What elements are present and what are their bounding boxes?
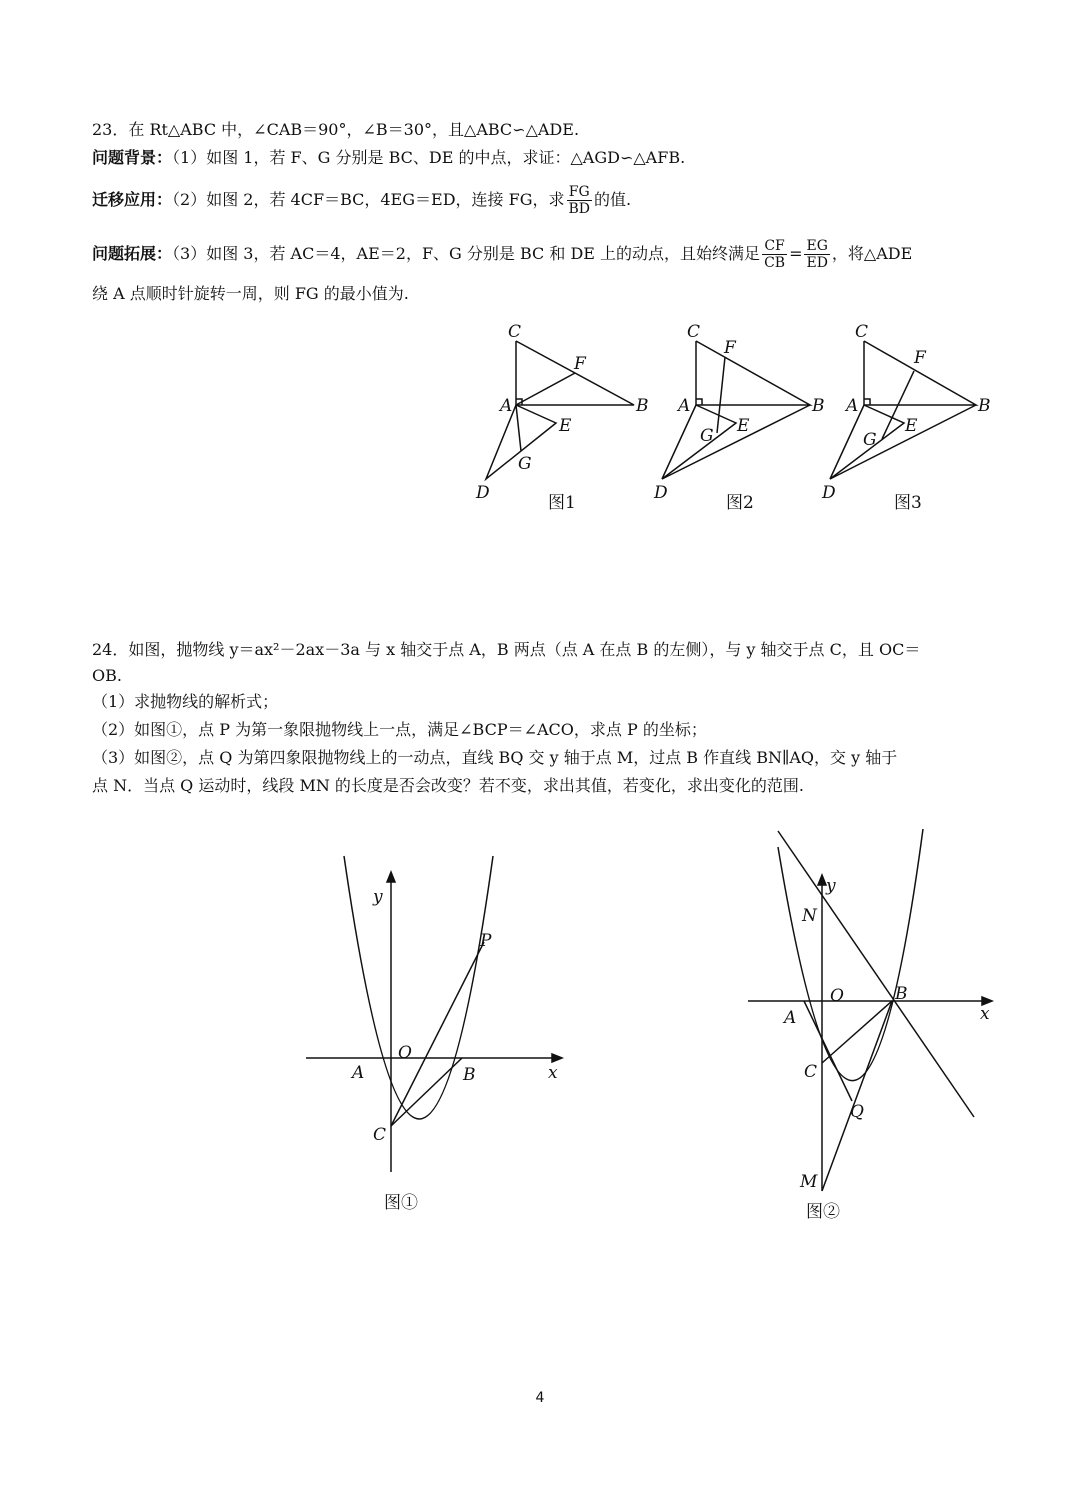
q24-part3: （3）如图②，点 Q 为第四象限抛物线上的一动点，直线 BQ 交 y 轴于点 M，过点 B 作直线 BN∥AQ，交 y 轴于	[92, 748, 898, 767]
label-b: B	[978, 396, 991, 416]
label-a: A	[352, 1063, 365, 1083]
label-x: x	[548, 1063, 558, 1083]
q23-part3-tail: ，将△ADE	[831, 244, 913, 263]
label-e: E	[737, 416, 750, 436]
right-angle-mark	[696, 399, 702, 405]
label-d: D	[476, 483, 490, 503]
q23-intro: 23．在 Rt△ABC 中，∠CAB＝90°，∠B＝30°，且△ABC∽△ADE.	[92, 120, 580, 139]
label-q: Q	[850, 1102, 864, 1122]
label-c: C	[373, 1125, 387, 1145]
q23-part1-label: 问题背景：	[92, 148, 173, 167]
segment-cb	[822, 1001, 892, 1063]
figure-1	[475, 322, 649, 513]
label-y: y	[826, 876, 836, 896]
q23-figures	[460, 315, 1020, 525]
parabola	[778, 829, 923, 1081]
page-number: 4	[535, 1390, 545, 1406]
label-y: y	[373, 887, 383, 907]
label-o: O	[398, 1043, 412, 1063]
q23-part3	[92, 234, 912, 274]
fraction-denominator: BD	[568, 201, 591, 217]
label-g: G	[518, 454, 532, 474]
label-a: A	[500, 396, 513, 416]
label-f: F	[574, 354, 586, 374]
q23-part2-tail: 的值.	[594, 190, 632, 209]
q24-line1: 24．如图，抛物线 y＝ax²－2ax－3a 与 x 轴交于点 A，B 两点（点 A 在点 B 的左侧），与 y 轴交于点 C，且 OC＝	[92, 640, 921, 659]
q23-part1-text: （1）如图 1，若 F、G 分别是 BC、DE 的中点，求证：△AGD∽△AFB.	[172, 148, 686, 167]
fraction-numerator: EG	[804, 238, 829, 255]
label-c: C	[687, 322, 701, 342]
q24-figure-2	[740, 825, 1010, 1225]
q23-part3-text: （3）如图 3，若 AC＝4，AE＝2，F、G 分别是 BC 和 DE 上的动点，且始终满足	[172, 244, 761, 263]
q24-part2: （2）如图①，点 P 为第一象限抛物线上一点，满足∠BCP＝∠ACO，求点 P 的坐标；	[92, 720, 707, 739]
segment-fg	[717, 357, 725, 433]
segment-db	[830, 405, 976, 479]
caption-figure-2: 图②	[806, 1202, 840, 1222]
triangle-ade	[662, 405, 736, 479]
label-d: D	[822, 483, 836, 503]
q23-part3-equals: =	[789, 244, 803, 263]
label-f: F	[724, 338, 736, 358]
q23-part3-label: 问题拓展：	[92, 244, 173, 263]
label-b: B	[636, 396, 649, 416]
triangle-abc	[696, 341, 810, 405]
fraction-numerator: FG	[567, 184, 593, 201]
q23-part2	[92, 180, 631, 220]
x-axis-arrow	[552, 1054, 562, 1062]
label-x: x	[980, 1004, 990, 1024]
segment-af	[516, 373, 575, 405]
caption-figure-3: 图3	[894, 493, 922, 513]
fraction-numerator: CF	[762, 238, 787, 255]
segment-aq	[804, 1001, 852, 1101]
q23-part1	[92, 146, 685, 170]
label-a: A	[846, 396, 859, 416]
q23-part2-text: （2）如图 2，若 4CF＝BC，4EG＝ED，连接 FG，求	[172, 190, 565, 209]
y-axis-arrow	[387, 872, 395, 882]
line-mb	[822, 1001, 892, 1191]
label-g: G	[863, 430, 877, 450]
caption-figure-1: 图①	[384, 1193, 418, 1213]
label-e: E	[905, 416, 918, 436]
label-b: B	[895, 984, 908, 1004]
label-a: A	[784, 1008, 797, 1028]
label-g: G	[700, 426, 714, 446]
label-n: N	[802, 906, 817, 926]
figure-2	[653, 322, 825, 513]
right-angle-mark	[864, 399, 870, 405]
q23-part2-fraction	[567, 184, 593, 217]
q24-figure-1	[300, 850, 580, 1220]
label-b: B	[463, 1065, 476, 1085]
q24-part1: （1）求抛物线的解析式；	[92, 692, 279, 711]
label-c: C	[804, 1062, 818, 1082]
label-c: C	[508, 322, 522, 342]
label-e: E	[559, 416, 572, 436]
q24-part3-line2: 点 N．当点 Q 运动时，线段 MN 的长度是否会改变？若不变，求出其值，若变化，求出变化的范围.	[92, 776, 805, 795]
label-b: B	[812, 396, 825, 416]
label-d: D	[654, 483, 668, 503]
q23-part2-label: 迁移应用：	[92, 190, 173, 209]
q24-line2: OB.	[92, 666, 122, 685]
caption-figure-2: 图2	[726, 493, 754, 513]
label-f: F	[914, 348, 926, 368]
q23-part3-fraction-cf-cb	[762, 238, 787, 271]
label-p: P	[480, 931, 492, 951]
label-m: M	[800, 1172, 818, 1192]
label-o: O	[830, 986, 844, 1006]
label-c: C	[855, 322, 869, 342]
segment-cp	[391, 942, 484, 1126]
fraction-denominator: ED	[806, 255, 828, 271]
q23-part3-fraction-eg-ed	[804, 238, 829, 271]
fraction-denominator: CB	[764, 255, 786, 271]
segment-ag	[516, 405, 521, 451]
q23-part3-line2: 绕 A 点顺时针旋转一周，则 FG 的最小值为.	[92, 284, 409, 303]
label-a: A	[678, 396, 691, 416]
segment-db	[662, 405, 810, 479]
figure-3	[821, 322, 991, 513]
caption-figure-1: 图1	[548, 493, 576, 513]
y-axis-arrow	[818, 875, 826, 885]
